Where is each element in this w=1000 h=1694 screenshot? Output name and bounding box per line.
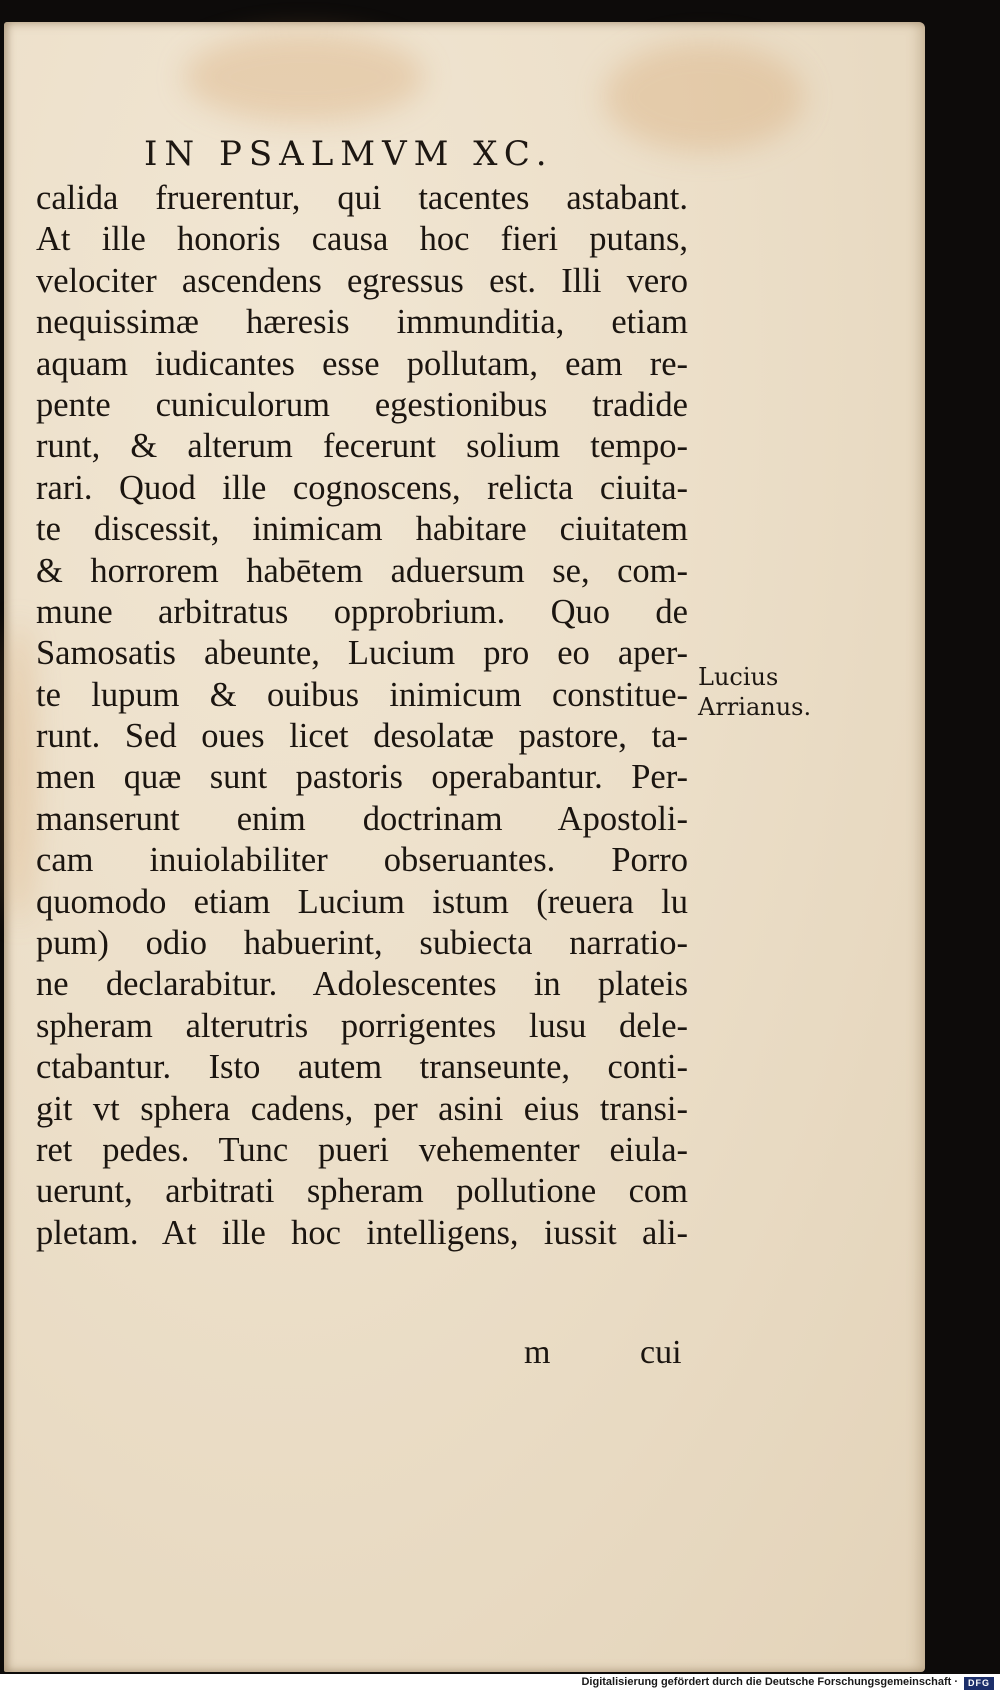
signature-mark: m [524,1334,551,1371]
text-line: runt. Sed oues licet desolatæ pastore, ta- [36,717,688,756]
catchword: cui [640,1334,682,1371]
text-line: ret pedes. Tunc pueri vehementer eiula- [36,1130,688,1169]
footer-credit: Digitalisierung gefördert durch die Deutsche Forschungsgemeinschaft · [581,1676,958,1688]
text-line: pum) odio habuerint, subiecta narratio- [36,924,688,963]
text-line: pletam. At ille hoc intelligens, iussit ali- [36,1213,688,1252]
paper-stain-right [604,42,804,152]
text-line: spheram alterutris porrigentes lusu dele- [36,1006,688,1045]
text-line: calida fruerentur, qui tacentes astabant. [36,179,688,217]
margin-note-line: Arrianus. [698,693,812,721]
text-line: nequissimæ hæresis immunditia, etiam [36,303,688,342]
text-line: & horrorem habētem aduersum se, com- [36,551,688,590]
text-line: runt, & alterum fecerunt solium tempo- [36,427,688,466]
text-line: quomodo etiam Lucium istum (reuera lu [36,882,688,921]
text-line: uerunt, arbitrati spheram pollutione com [36,1172,688,1211]
text-line: te lupum & ouibus inimicum constitue- [36,675,688,714]
text-line: te discessit, inimicam habitare ciuitatem [36,510,688,549]
text-line: ctabantur. Isto autem transeunte, conti- [36,1048,688,1087]
text-line: aquam iudicantes esse pollutam, eam re- [36,344,688,383]
book-page [4,22,925,1672]
text-line: manserunt enim doctrinam Apostoli- [36,799,688,838]
digitization-footer [0,1674,1000,1694]
text-line: velociter ascendens egressus est. Illi vero [36,261,688,300]
running-head: IN PSALMVM XC. [144,134,554,174]
text-line: rari. Quod ille cognoscens, relicta ciuita- [36,468,688,507]
text-line: Samosatis abeunte, Lucium pro eo aper- [36,634,688,673]
body-text [36,178,696,1254]
dfg-logo-icon: DFG [964,1677,994,1690]
text-line: git vt sphera cadens, per asini eius transi- [36,1089,688,1128]
margin-note [698,662,811,722]
text-line: At ille honoris causa hoc fieri putans, [36,220,688,259]
text-line: men quæ sunt pastoris operabantur. Per- [36,758,688,797]
margin-note-line: Lucius [698,663,779,691]
text-line: pente cuniculorum egestionibus tradide [36,385,688,424]
text-line: mune arbitratus opprobrium. Quo de [36,592,688,631]
paper-stain-top [184,32,424,122]
text-line: ne declarabitur. Adolescentes in plateis [36,965,688,1004]
text-line: cam inuiolabiliter obseruantes. Porro [36,841,688,880]
paper-stain-left [4,622,34,922]
